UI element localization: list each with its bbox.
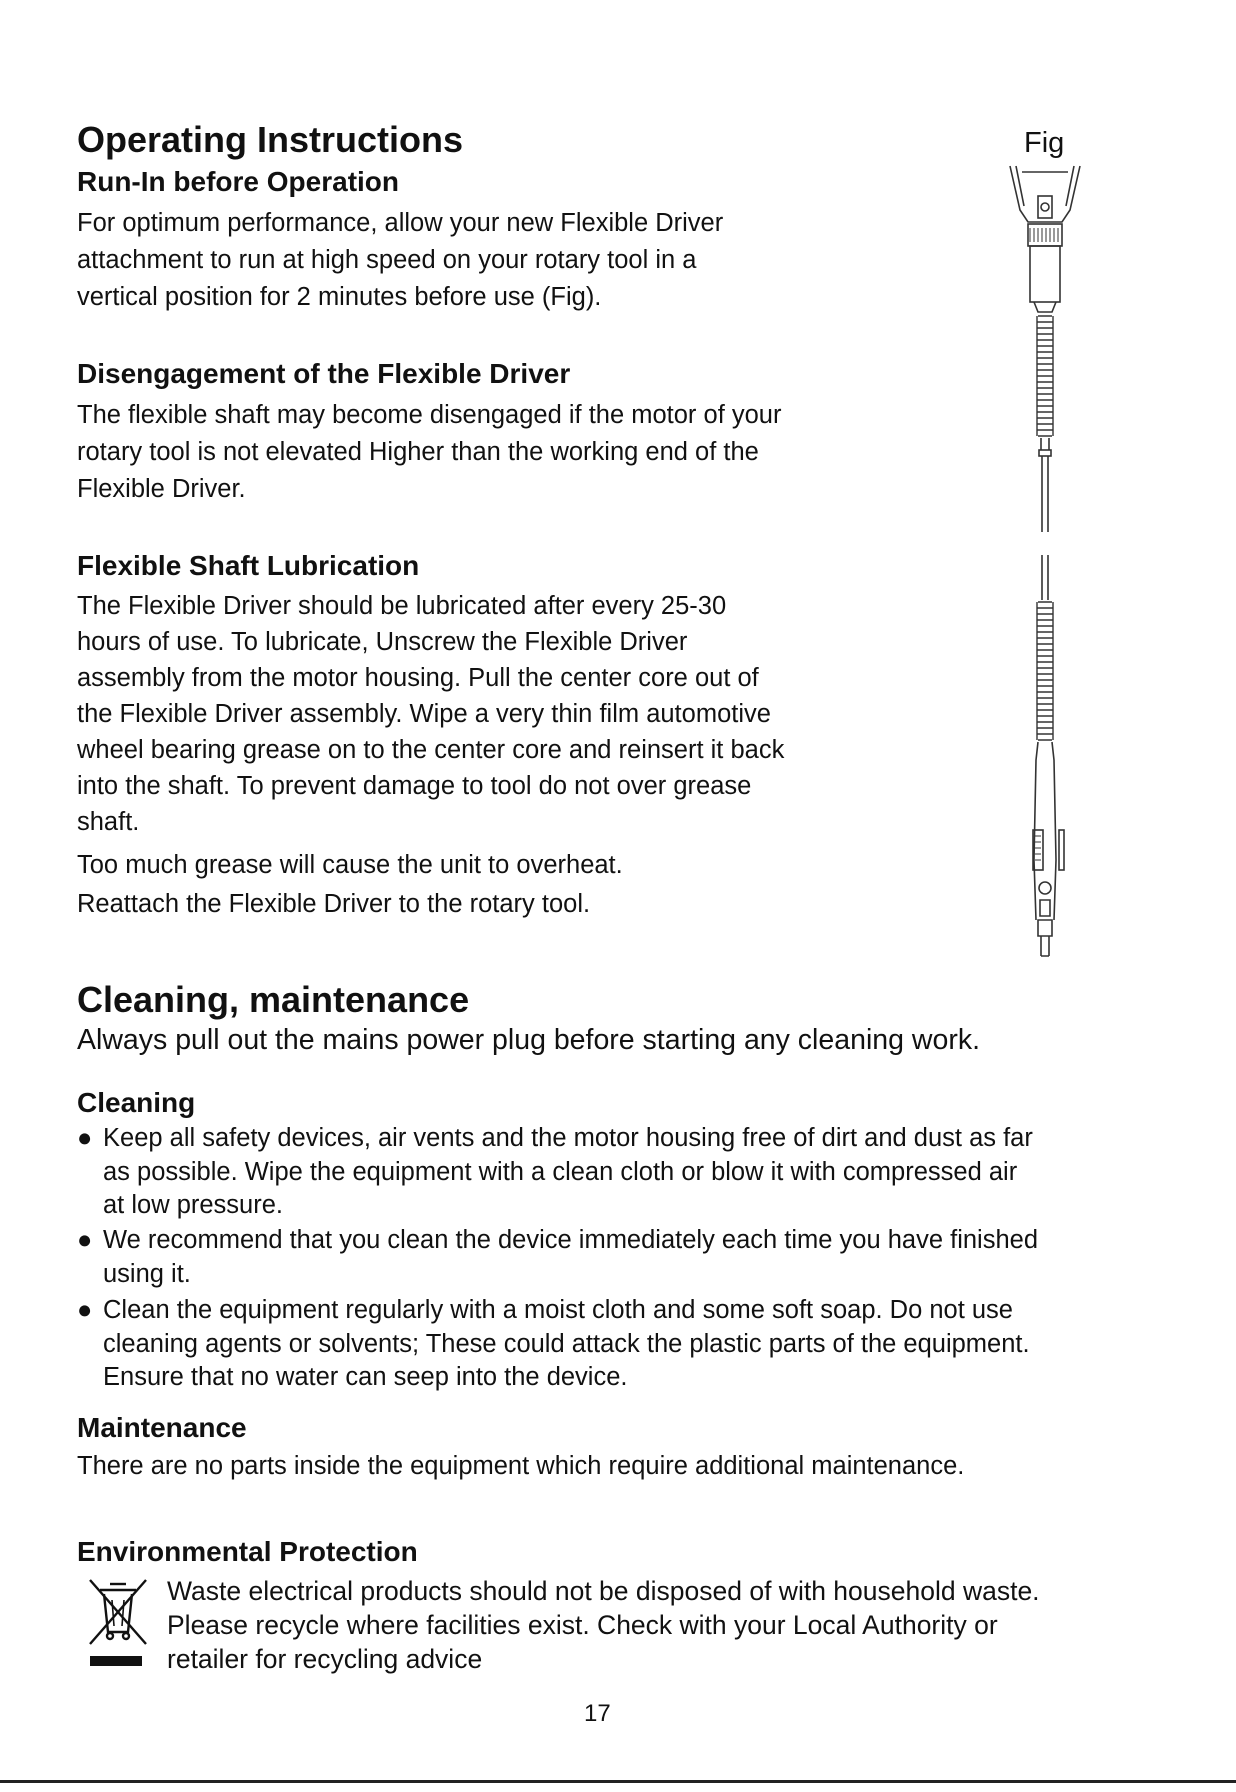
runin-paragraph [77,205,877,316]
environmental-text [167,1574,1217,1676]
maintenance-heading: Maintenance [77,1412,247,1443]
lubrication-paragraph [77,588,877,840]
bottom-border-line [0,1780,1236,1783]
cleaning-bullet-3 [77,1294,1163,1395]
bullet-dot: ● [77,1124,93,1152]
lubrication-line: hours of use. To lubricate, Unscrew the Flexible Driver [77,628,688,656]
environmental-heading: Environmental Protection [77,1536,418,1567]
disengage-line: rotary tool is not elevated Higher than the working end of the [77,438,759,466]
disengage-line: The flexible shaft may become disengaged if the motor of your [77,401,782,429]
flexible-shaft-drawing-icon [1000,160,1090,960]
page-number: 17 [584,1700,611,1727]
bullet-line: at low pressure. [103,1191,283,1219]
runin-heading: Run-In before Operation [77,166,399,197]
lubrication-line: assembly from the motor housing. Pull the center core out of [77,664,759,692]
lubrication-line: into the shaft. To prevent damage to tool do not over grease [77,772,752,800]
environmental-line: retailer for recycling advice [167,1644,483,1674]
bullet-line: Ensure that no water can seep into the device. [103,1363,628,1391]
lubrication-line: shaft. [77,808,140,836]
maintenance-text: There are no parts inside the equipment which require additional maintenance. [77,1452,965,1480]
runin-line: attachment to run at high speed on your rotary tool in a [77,246,697,274]
lubrication-line: the Flexible Driver assembly. Wipe a very thin film automotive [77,700,771,728]
figure-label: Fig [1024,127,1065,159]
bullet-line: using it. [103,1259,191,1288]
bullet-line: cleaning agents or solvents; These could attack the plastic parts of the equipment. [103,1329,1030,1358]
disengage-heading: Disengagement of the Flexible Driver [77,358,571,389]
bullet-dot: ● [77,1296,93,1324]
bullet-line: Keep all safety devices, air vents and the motor housing free of dirt and dust as far [103,1124,1033,1152]
disengage-paragraph [77,397,877,508]
cleaning-bullet-2 [77,1224,1163,1291]
lubrication-heading: Flexible Shaft Lubrication [77,550,420,581]
cleaning-heading: Cleaning [77,1087,196,1118]
cleaning-bullet-1 [77,1122,1163,1223]
runin-line: For optimum performance, allow your new Flexible Driver [77,209,724,237]
shaft-spring-upper [1037,316,1053,436]
bullet-line: We recommend that you clean the device immediately each time you have finished [103,1226,1039,1254]
lubrication-line: The Flexible Driver should be lubricated after every 25-30 [77,592,727,620]
bullet-line: as possible. Wipe the equipment with a clean cloth or blow it with compressed air [103,1157,1018,1186]
runin-line: vertical position for 2 minutes before use (Fig). [77,283,602,311]
cleaning-lead-warning: Always pull out the mains power plug before starting any cleaning work. [77,1024,980,1056]
bullet-dot: ● [77,1226,93,1254]
weee-crossed-bin-icon [86,1576,150,1672]
page-title: Operating Instructions [77,119,464,160]
lubrication-note-reattach: Reattach the Flexible Driver to the rotary tool. [77,890,591,918]
environmental-line: Please recycle where facilities exist. Check with your Local Authority or [167,1610,998,1640]
shaft-spring-lower [1037,602,1053,740]
cleaning-maintenance-title: Cleaning, maintenance [77,979,470,1020]
bullet-line: Clean the equipment regularly with a moist cloth and some soft soap. Do not use [103,1296,1013,1324]
disengage-line: Flexible Driver. [77,475,246,503]
environmental-line: Waste electrical products should not be disposed of with household waste. [167,1576,1040,1606]
lubrication-note-overheat: Too much grease will cause the unit to overheat. [77,851,623,879]
lubrication-line: wheel bearing grease on to the center core and reinsert it back [77,736,785,764]
